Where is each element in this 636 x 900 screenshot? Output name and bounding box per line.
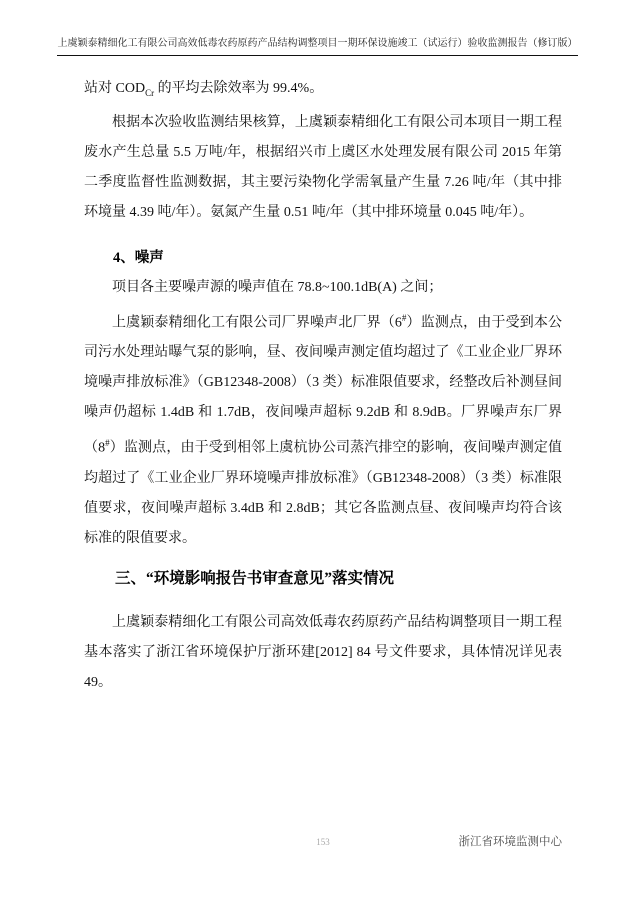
paragraph-cod-removal xyxy=(84,74,562,108)
cod-text-pre: 站对 COD xyxy=(84,81,146,96)
paragraph-noise-detail xyxy=(84,303,562,554)
heading-review-opinion-implementation: 三、“环境影响报告书审查意见”落实情况 xyxy=(115,570,395,588)
cod-text-post: 的平均去除效率为 99.4%。 xyxy=(154,81,324,96)
running-header-title: 上虞颖泰精细化工有限公司高效低毒农药原药产品结构调整项目一期环保设施竣工（试运行）验收监测报告（修订版） xyxy=(57,38,578,49)
paragraph-wastewater-totals: 根据本次验收监测结果核算，上虞颖泰精细化工有限公司本项目一期工程废水产生总量 5.5 万吨/年，根据绍兴市上虞区水处理发展有限公司 2015 年第二季度监督性监测数据，其主要污染物化学需氧量产生量 7.26 吨/年（其中排环境量 4.39 吨/年）。氨氮产生量 0.51 吨/年（其中排环境量 0.045 吨/年）。 xyxy=(84,114,562,220)
running-header xyxy=(57,36,578,56)
monitoring-point-6-superscript: # xyxy=(401,312,407,323)
page-number: 153 xyxy=(316,837,330,847)
cod-subscript: Cr xyxy=(145,87,155,98)
paragraph-noise-sources: 项目各主要噪声源的噪声值在 78.8~100.1dB(A) 之间； xyxy=(112,279,443,295)
noise-detail-segment-3: ）监测点，由于受到相邻上虞杭协公司蒸汽排空的影响，夜间噪声测定值均超过了《工业企业厂界环境噪声排放标准》（GB12348-2008）（3 类）标准限值要求，夜间噪声超标 3.4dB 和 2.8dB；其它各监测点昼、夜间噪声均符合该标准的限值要求。 xyxy=(84,441,563,547)
page-footer xyxy=(84,832,562,852)
noise-detail-segment-1: 上虞颖泰精细化工有限公司厂界噪声北厂界（6 xyxy=(112,315,402,331)
noise-detail-segment-2: ）监测点，由于受到本公司污水处理站曝气泵的影响，昼、夜间噪声测定值均超过了《工业企业厂界环境噪声排放标准》（GB12348-2008）（3 类）标准限值要求，经整改后补测昼间噪声仍超标 1.4dB 和 1.7dB，夜间噪声超标 9.2dB 和 8.9dB。厂界噪声东厂界（8 xyxy=(84,315,563,457)
page-body xyxy=(84,74,562,698)
paragraph-implementation-status: 上虞颖泰精细化工有限公司高效低毒农药原药产品结构调整项目一期工程基本落实了浙江省环境保护厅浙环建[2012] 84 号文件要求，具体情况详见表 49。 xyxy=(84,615,562,691)
footer-organization: 浙江省环境监测中心 xyxy=(458,836,562,848)
monitoring-point-8-superscript: # xyxy=(105,438,110,449)
heading-noise: 4、噪声 xyxy=(113,249,164,266)
